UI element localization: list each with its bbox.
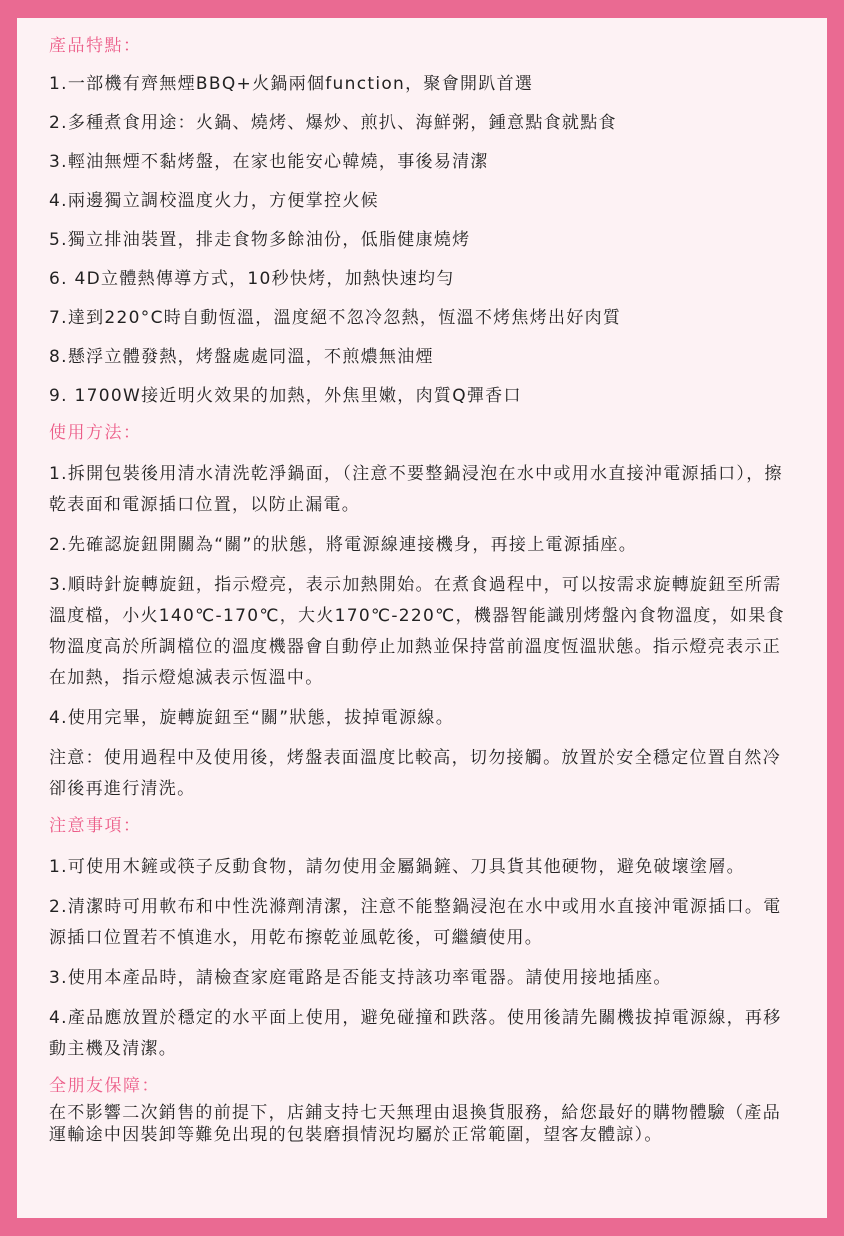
usage-item: 2.先確認旋鈕開關為“關”的狀態，將電源線連接機身，再接上電源插座。 — [49, 535, 638, 555]
note-item: 2.清潔時可用軟布和中性洗滌劑清潔，注意不能整鍋浸泡在水中或用水直接沖電源插口。電源插口位置若不慎進水，用乾布擦乾並風乾後，可繼續使用。 — [49, 897, 782, 948]
feature-item: 6. 4D立體熱傳導方式，10秒快烤，加熱快速均勻 — [49, 269, 455, 289]
feature-item: 8.懸浮立體發熱，烤盤處處同溫，不煎燶無油煙 — [49, 347, 434, 367]
notes-section — [49, 814, 797, 1065]
note-item: 4.產品應放置於穩定的水平面上使用，避免碰撞和跌落。使用後請先關機拔掉電源線，再移動主機及清潔。 — [49, 1008, 782, 1059]
feature-item: 7.達到220°C時自動恆溫，溫度絕不忽冷忽熱，恆溫不烤焦烤出好肉質 — [49, 308, 622, 328]
usage-item: 3.順時針旋轉旋鈕，指示燈亮，表示加熱開始。在煮食過程中，可以按需求旋轉旋鈕至所需溫度檔，小火140℃-170℃，大火170℃-220℃，機器智能識別烤盤內食物溫度，如果食物溫度高於所調檔位的溫度機器會自動停止加熱並保持當前溫度恆溫狀態。指示燈亮表示正在加熱，指示燈熄滅表示恆溫中。 — [49, 575, 785, 688]
feature-item: 2.多種煮食用途：火鍋、燒烤、爆炒、煎扒、海鮮粥，鍾意點食就點食 — [49, 113, 617, 133]
features-section — [49, 34, 797, 408]
note-item: 3.使用本產品時，請檢查家庭電路是否能支持該功率電器。請使用接地插座。 — [49, 968, 672, 988]
usage-section — [49, 421, 797, 805]
usage-item: 1.拆開包裝後用清水清洗乾淨鍋面，（注意不要整鍋浸泡在水中或用水直接沖電源插口），擦乾表面和電源插口位置，以防止漏電。 — [49, 464, 783, 515]
warranty-text: 在不影響二次銷售的前提下，店鋪支持七天無理由退換貨服務，給您最好的購物體驗（產品運輸途中因裝卸等難免出現的包裝磨損情況均屬於正常範圍，望客友體諒）。 — [49, 1103, 781, 1145]
warranty-title: 全朋友保障： — [49, 1076, 160, 1096]
usage-note: 注意：使用過程中及使用後，烤盤表面溫度比較高，切勿接觸。放置於安全穩定位置自然冷卻後再進行清洗。 — [49, 748, 781, 799]
usage-item: 4.使用完畢，旋轉旋鈕至“關”狀態，拔掉電源線。 — [49, 708, 455, 728]
feature-item: 3.輕油無煙不黏烤盤，在家也能安心韓燒，事後易清潔 — [49, 152, 489, 172]
feature-item: 9. 1700W接近明火效果的加熱，外焦里嫩，肉質Q彈香口 — [49, 386, 522, 406]
note-item: 1.可使用木鏟或筷子反動食物，請勿使用金屬鍋鏟、刀具貨其他硬物，避免破壞塗層。 — [49, 857, 745, 877]
usage-title: 使用方法： — [49, 423, 142, 443]
features-title: 產品特點： — [49, 36, 142, 56]
product-info-card — [17, 18, 827, 1218]
feature-item: 5.獨立排油裝置，排走食物多餘油份，低脂健康燒烤 — [49, 230, 471, 250]
feature-item: 4.兩邊獨立調校溫度火力，方便掌控火候 — [49, 191, 379, 211]
warranty-section — [49, 1074, 797, 1146]
feature-item: 1.一部機有齊無煙BBQ+火鍋兩個function，聚會開趴首選 — [49, 74, 534, 94]
notes-title: 注意事項： — [49, 816, 142, 836]
